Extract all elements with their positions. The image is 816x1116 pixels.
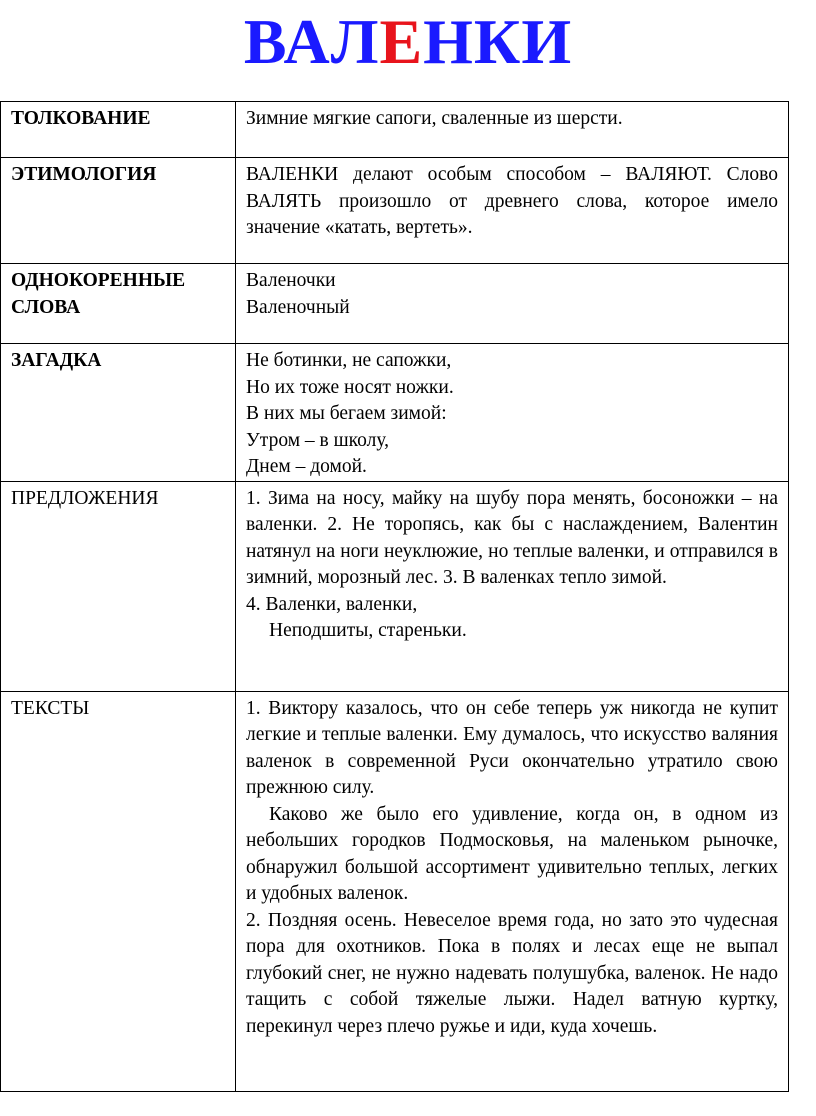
term-etymology: ЭТИМОЛОГИЯ — [1, 158, 236, 264]
term-riddle: ЗАГАДКА — [1, 344, 236, 482]
term-cognates-line2: СЛОВА — [11, 296, 81, 318]
term-texts: ТЕКСТЫ — [1, 691, 236, 1091]
row-riddle — [1, 344, 789, 482]
riddle-line: Утром – в школу, — [246, 429, 390, 451]
texts-paragraph-1: 1. Виктору казалось, что он себе теперь уж никогда не купит легкие и теплые валенки. Ему думалось, что искусство валяния валенок в современной Руси окончательно утратило свою прежнюю силу. — [246, 697, 778, 798]
term-cognates — [1, 264, 236, 344]
row-texts — [1, 691, 789, 1091]
def-riddle — [236, 344, 789, 482]
sentences-text: 1. Зима на носу, майку на шубу пора менять, босоножки – на валенки. 2. Не торопясь, как бы с наслаждением, Валентин натянул на ноги неуклюжие, но теплые валенки, и отправился в зимний, морозный лес. 3. В валенках тепло зимой. — [246, 487, 778, 588]
word-card-table — [0, 101, 789, 1092]
row-sentences — [1, 481, 789, 691]
riddle-line: Не ботинки, не сапожки, — [246, 350, 452, 371]
row-etymology — [1, 158, 789, 264]
sentences-line5: Неподшиты, стареньки. — [269, 620, 467, 641]
def-cognates — [236, 264, 789, 344]
page-title — [0, 6, 816, 78]
title-part-2: Е — [379, 6, 424, 77]
riddle-line: Но их тоже носят ножки. — [246, 376, 454, 398]
riddle-line: Днем – домой. — [246, 456, 367, 477]
title-part-1: ВАЛ — [243, 6, 380, 77]
cognate-word: Валеночный — [246, 296, 350, 318]
term-sentences: ПРЕДЛОЖЕНИЯ — [1, 481, 236, 691]
def-sentences — [236, 481, 789, 691]
texts-paragraph-2: Каково же было его удивление, когда он, в одном из небольших городков Подмосковья, на маленьком рыночке, обнаружил большой ассортимент удивительно теплых, легких и удобных валенок. — [246, 803, 778, 904]
sentences-line4: 4. Валенки, валенки, — [246, 593, 418, 615]
def-texts — [236, 691, 789, 1091]
def-meaning: Зимние мягкие сапоги, сваленные из шерсти. — [236, 102, 789, 158]
term-cognates-line1: ОДНОКОРЕННЫЕ — [11, 270, 186, 291]
row-meaning — [1, 102, 789, 158]
texts-paragraph-3: 2. Поздняя осень. Невеселое время года, но зато это чудесная пора для охотников. Пока в полях и лесах еще не выпал глубокий снег, не нужно надевать полушубка, валенок. Не надо тащить с собой тяжелые лыжи. Надел ватную куртку, перекинул через плечо ружье и иди, куда хочешь. — [246, 909, 778, 1037]
title-part-3: НКИ — [423, 6, 573, 77]
def-etymology: ВАЛЕНКИ делают особым способом – ВАЛЯЮТ. Слово ВАЛЯТЬ произошло от древнего слова, которое имело значение «катать, вертеть». — [236, 158, 789, 264]
cognate-word: Валеночки — [246, 270, 336, 291]
riddle-line: В них мы бегаем зимой: — [246, 403, 447, 424]
term-meaning: ТОЛКОВАНИЕ — [1, 102, 236, 158]
row-cognates — [1, 264, 789, 344]
